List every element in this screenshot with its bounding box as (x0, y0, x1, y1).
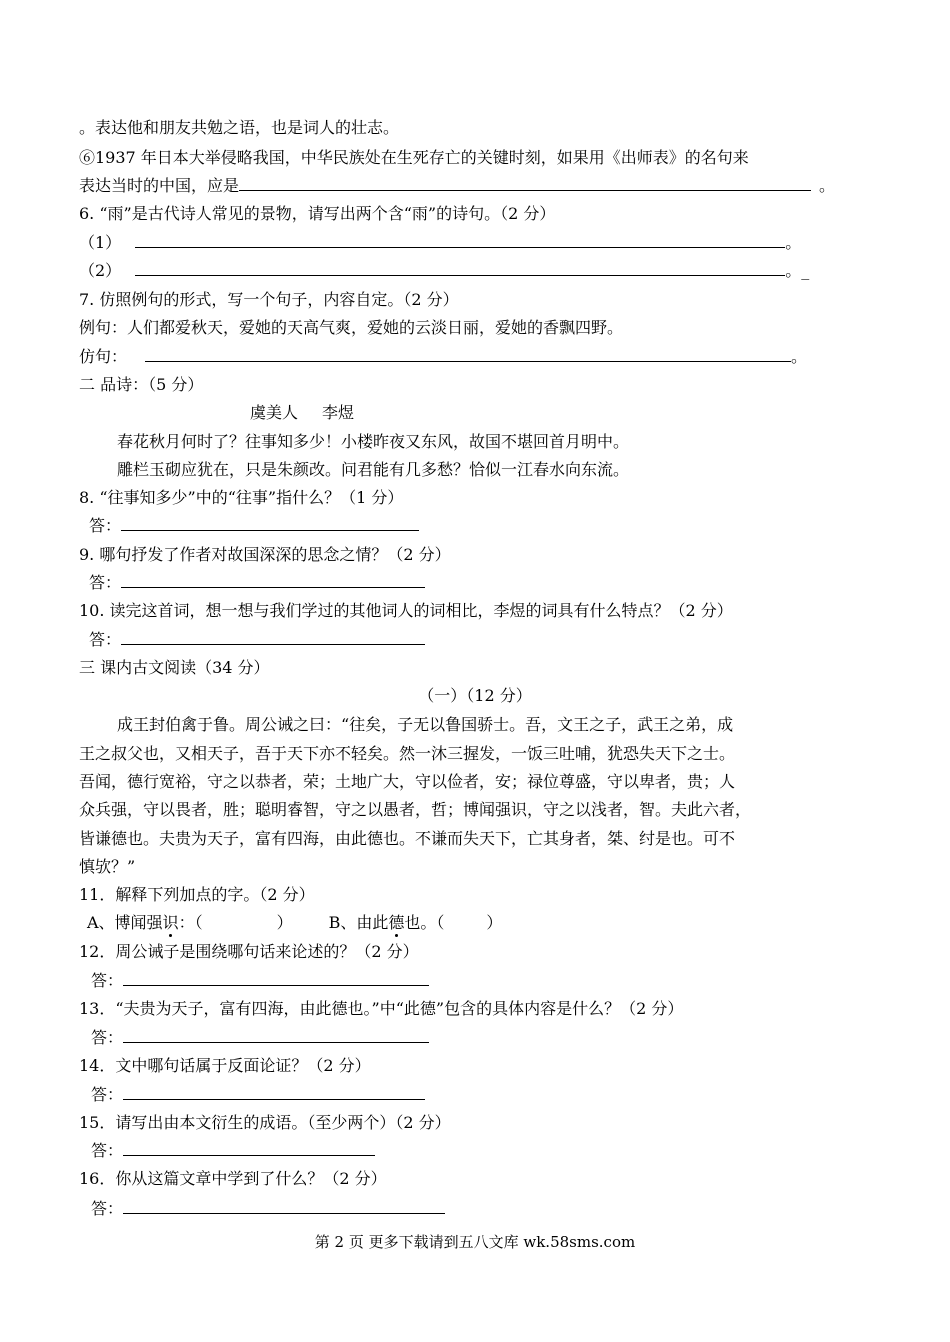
passage-line-4: 众兵强，守以畏者，胜；聪明睿智，守之以愚者，哲；博闻强识，守之以浅者，智。夫此六者， (79, 800, 752, 819)
q8-answer (89, 516, 419, 536)
poem-title: 虞美人 (250, 403, 299, 422)
intro-line-1: 。表达他和朋友共勉之语，也是词人的壮志。 (79, 118, 400, 137)
answer-blank[interactable] (123, 1085, 425, 1100)
passage-line-2: 王之叔父也，又相天子，吾于天下亦不轻矣。然一沐三握发，一饭三吐哺，犹恐失天下之士。 (79, 744, 736, 763)
passage-line-3: 吾闻，德行宽裕，守之以恭者，荣；土地广大，守以俭者，安；禄位尊盛，守以卑者，贵；人 (79, 772, 736, 791)
question-8: 8. “往事知多少”中的“往事”指什么？（1 分） (79, 488, 404, 507)
period: 。 (791, 347, 808, 366)
answer-blank[interactable] (123, 1028, 429, 1043)
page-footer: 第 2 页 更多下载请到五八文库 wk.58sms.com (314, 1233, 636, 1251)
q11-a-prefix: A、博闻强 (87, 913, 163, 932)
q16-answer (91, 1199, 445, 1219)
answer-label: 答： (89, 573, 122, 592)
q14-answer (91, 1085, 425, 1105)
q10-answer (89, 630, 425, 650)
question-10: 10. 读完这首词，想一想与我们学过的其他词人的词相比，李煜的词具有什么特点？（2 分） (79, 601, 733, 620)
question-13: 13．“夫贵为天子，富有四海，由此德也。”中“此德”包含的具体内容是什么？（2 分） (79, 999, 684, 1018)
answer-blank[interactable] (123, 971, 429, 986)
answer-blank[interactable] (135, 233, 785, 248)
q7-label: 仿句： (79, 347, 128, 366)
q6-answer-2 (79, 261, 809, 281)
question-15: 15．请写出由本文衍生的成语。（至少两个）（2 分） (79, 1113, 451, 1132)
answer-label: 答： (89, 516, 122, 535)
question-16: 16．你从这篇文章中学到了什么？（2 分） (79, 1169, 387, 1188)
poem-line-2: 雕栏玉砌应犹在，只是朱颜改。问君能有几多愁？恰似一江春水向东流。 (117, 460, 630, 479)
answer-label: 答： (91, 1085, 124, 1104)
emphasis-dot-char: 识 (162, 913, 179, 932)
answer-blank[interactable] (121, 630, 425, 645)
passage-line-1: 成王封伯禽于鲁。周公诫之曰：“往矣，子无以鲁国骄士。吾，文王之子，武王之弟，成 (117, 715, 734, 734)
poem-heading (250, 403, 354, 423)
emphasis-dot-char: 德 (388, 913, 405, 932)
period: 。_ (785, 261, 810, 280)
poem-author: 李煜 (322, 403, 355, 422)
answer-label: 答： (91, 1199, 124, 1218)
q9-answer (89, 573, 425, 593)
q6-label-2: （2） (79, 261, 122, 280)
q6-answer-1 (79, 233, 801, 253)
section-3-subheading: （一）（12 分） (418, 686, 532, 705)
question-7: 7. 仿照例句的形式，写一个句子，内容自定。（2 分） (79, 290, 459, 309)
intro-line-3-text: 表达当时的中国，应是 (79, 176, 240, 195)
intro-line-3 (79, 176, 835, 196)
question-9: 9. 哪句抒发了作者对故国深深的思念之情？（2 分） (79, 545, 451, 564)
q11-a-close: ） (276, 913, 293, 932)
answer-blank[interactable] (123, 1141, 375, 1156)
intro-line-2: ⑥1937 年日本大举侵略我国，中华民族处在生死存亡的关键时刻，如果用《出师表》的名句来 (79, 148, 749, 167)
q11-a-suffix: ：（ (178, 913, 203, 932)
q7-answer (79, 347, 807, 367)
answer-blank[interactable] (135, 261, 785, 276)
poem-line-1: 春花秋月何时了？往事知多少！小楼昨夜又东风，故国不堪回首月明中。 (117, 432, 630, 451)
answer-blank[interactable] (239, 176, 811, 191)
question-11: 11．解释下列加点的字。（2 分） (79, 885, 315, 904)
period: 。 (785, 233, 802, 252)
q13-answer (91, 1028, 429, 1048)
period: 。 (819, 176, 836, 195)
answer-blank[interactable] (121, 573, 425, 588)
question-14: 14．文中哪句话属于反面论证？（2 分） (79, 1056, 371, 1075)
q6-label-1: （1） (79, 233, 122, 252)
answer-label: 答： (91, 1141, 124, 1160)
answer-label: 答： (91, 1028, 124, 1047)
q11-b-close: ） (486, 913, 503, 932)
answer-blank[interactable] (123, 1199, 445, 1214)
question-6: 6. “雨”是古代诗人常见的景物，请写出两个含“雨”的诗句。（2 分） (79, 204, 556, 223)
q11-items (87, 913, 502, 933)
q7-example: 例句：人们都爱秋天，爱她的天高气爽，爱她的云淡日丽，爱她的香飘四野。 (79, 318, 624, 337)
q11-b-prefix: B、由此 (328, 913, 389, 932)
passage-line-5: 皆谦德也。夫贵为天子，富有四海，由此德也。不谦而失天下，亡其身者，桀、纣是也。可不 (79, 829, 736, 848)
passage-line-6: 慎欤？” (79, 857, 136, 876)
q11-b-suffix: 也。（ (404, 913, 445, 932)
question-12: 12．周公诫子是围绕哪句话来论述的？（2 分） (79, 942, 419, 961)
answer-label: 答： (89, 630, 122, 649)
section-2-heading: 二 品诗：（5 分） (79, 375, 204, 394)
answer-label: 答： (91, 971, 124, 990)
q15-answer (91, 1141, 375, 1161)
answer-blank[interactable] (145, 347, 791, 362)
answer-blank[interactable] (121, 516, 419, 531)
q12-answer (91, 971, 429, 991)
section-3-heading: 三 课内古文阅读（34 分） (79, 658, 270, 677)
